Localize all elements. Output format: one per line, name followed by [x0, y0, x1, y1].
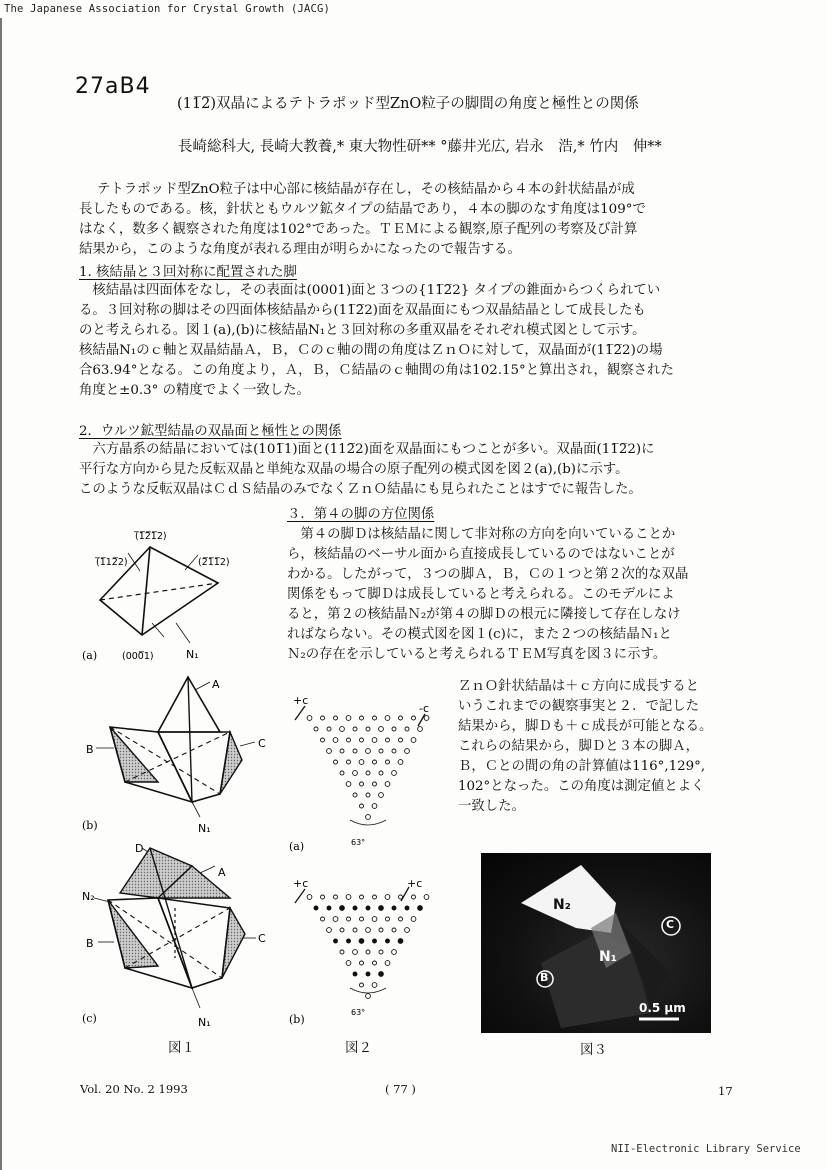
lattice-atom [340, 727, 345, 732]
lattice-atom [353, 950, 358, 955]
footer-page-number: 17 [718, 1084, 733, 1098]
lattice-atom [373, 716, 377, 720]
lattice-atom [347, 939, 351, 943]
lattice-atom [386, 738, 390, 742]
lattice-atom [411, 738, 416, 743]
lattice-atom [359, 939, 364, 944]
lattice-atom [353, 793, 357, 797]
lattice-atom [405, 749, 410, 754]
section2-line-3: このような反転双晶はＣｄＳ結晶のみでなくＺｎＯ結晶にも見られたことはすでに報告した。 [79, 482, 642, 497]
lattice-atom [360, 782, 364, 786]
lattice-atom [399, 738, 403, 742]
lattice-atom [372, 983, 377, 988]
section1-line-4: 核結晶N₁のｃ軸と双晶結晶Ａ，Ｂ，Ｃのｃ軸の間の角度はＺｎＯに対して，双晶面が(11̅2̅2)の場 [79, 343, 663, 358]
tem-c: C [666, 918, 675, 931]
lattice-atom [360, 961, 364, 965]
lattice-atom [333, 738, 338, 743]
angle-arc [350, 820, 386, 825]
lattice-atom [373, 782, 377, 786]
fig1-plane-left: (̅1̅12̅2) [96, 557, 128, 568]
angle-arc [350, 988, 386, 993]
organization-name: The Japanese Association for Crystal Growth (JACG) [4, 3, 331, 15]
tem-n2: N₂ [553, 897, 571, 913]
footer-page-paren: ( 77 ) [385, 1082, 416, 1096]
lattice-atom [340, 771, 344, 775]
lattice-atom [346, 895, 351, 900]
lattice-atom [334, 760, 338, 764]
fig1b-label-C: C [258, 737, 266, 750]
lattice-atom [379, 906, 384, 911]
section2-line-2: 平行な方向から見た反転双晶と単純な双晶の場合の原子配列の模式図を図２(a),(b)に示す。 [79, 462, 629, 477]
lattice-atom [333, 917, 338, 922]
section3-narrow-6: 102°となった。この角度は測定値とよく [458, 779, 705, 794]
section1-line-3: のと考えられる。図１(a),(b)に核結晶N₁と３回対称の多重双晶をそれぞれ模式図として示す。 [79, 323, 646, 338]
lattice-atom [366, 749, 371, 754]
section1-line-2: る。３回対称の脚はその四面体核結晶から(11̅2̅2)面を双晶面にもつ双晶結晶として成長したも [79, 303, 646, 318]
lattice-atom [327, 928, 332, 933]
lattice-atom [385, 782, 390, 787]
lattice-atom [379, 727, 384, 732]
figure2a-lattice [283, 690, 458, 855]
lattice-atom [360, 917, 364, 921]
lattice-atom [392, 928, 396, 932]
lattice-atom [334, 939, 338, 943]
lattice-atom [347, 738, 351, 742]
lattice-atom [385, 716, 390, 721]
lattice-atom [359, 760, 364, 765]
lattice-atom [366, 972, 370, 976]
section3-line-7: Ｎ₂の存在を示していると考えられるＴＥＭ写真を図３に示す。 [287, 647, 667, 662]
fig2a-plus-c: +c [293, 694, 309, 707]
lattice-atom [386, 939, 390, 943]
lattice-atom [379, 950, 383, 954]
lattice-atom [373, 895, 377, 899]
footer-service: NII-Electronic Library Service [611, 1143, 801, 1155]
lattice-atom [379, 928, 383, 932]
fig2b-plus-c-left: +c [293, 877, 309, 890]
lattice-atom [392, 906, 396, 910]
lattice-atom [411, 917, 416, 922]
figure1b-twin-model [80, 672, 280, 837]
fig1c-label-A: A [218, 866, 226, 879]
left-margin-line [0, 18, 2, 1170]
lattice-atom [392, 950, 397, 955]
lattice-atom [327, 727, 331, 731]
figure1c-two-nuclei-model [80, 838, 280, 1030]
lattice-atom [398, 760, 403, 765]
lattice-atom [353, 749, 357, 753]
lattice-atom [379, 793, 384, 798]
lattice-atom [353, 928, 357, 932]
section1-line-1: 核結晶は四面体をなし，その表面は(0001)面と３つの{11̅2̅2} タイプの錐面からつくられてい [79, 283, 661, 298]
lattice-atom [346, 961, 351, 966]
lattice-atom [386, 917, 390, 921]
section3-narrow-1: ＺｎＯ針状結晶は＋ｃ方向に成長すると [458, 679, 700, 694]
section3-line-6: ればならない。その模式図を図１(c)に，また２つの核結晶Ｎ₁と [287, 627, 672, 642]
lattice-atom [360, 738, 364, 742]
section3-line-5: ると，第２の核結晶Ｎ₂が第４の脚Ｄの根元に隣接して存在しなけ [287, 607, 681, 622]
footer-volume: Vol. 20 No. 2 1993 [80, 1082, 188, 1096]
lattice-atom [360, 804, 364, 808]
lattice-atom [386, 760, 390, 764]
tem-scale: 0.5 μm [639, 1001, 686, 1015]
lattice-atom [366, 793, 370, 797]
lattice-atom [340, 749, 344, 753]
figure1-caption: 図１ [168, 1040, 195, 1056]
fig1-label-a: (a) [82, 649, 98, 662]
fig1c-label-B: B [86, 937, 94, 950]
lattice-atom [340, 928, 344, 932]
lattice-atom [314, 906, 318, 910]
fig1c-label-D: D [135, 842, 144, 855]
lattice-atom [424, 895, 429, 900]
lattice-atom [412, 716, 416, 720]
lattice-atom [366, 727, 370, 731]
lattice-atom [353, 727, 357, 731]
lattice-atom [347, 760, 351, 764]
lattice-atom [372, 738, 377, 743]
lattice-atom [366, 906, 370, 910]
lattice-atom [334, 895, 338, 899]
figure2b-lattice [283, 873, 458, 1033]
lattice-atom [366, 994, 371, 999]
lattice-atom [307, 716, 312, 721]
section3-narrow-3: 結果から，脚Ｄも＋ｃ成長が可能となる。 [458, 719, 713, 734]
tem-n1: N₁ [599, 949, 617, 965]
figure3-tem-micrograph [481, 853, 711, 1033]
top-header-bar [0, 0, 827, 18]
fig1b-n1: N₁ [198, 822, 211, 835]
lattice-atom [405, 906, 409, 910]
lattice-atom [353, 771, 358, 776]
section1-line-5: 合63.94°となる。この角度より，Ａ，Ｂ，Ｃ結晶のｃ軸間の角は102.15°と算出され，観察された [79, 363, 674, 378]
lattice-atom [398, 939, 403, 944]
lattice-atom [360, 895, 364, 899]
figure1a-tetrahedron [80, 525, 280, 670]
section1-heading: 1. 核結晶と３回対称に配置された脚 [79, 265, 297, 280]
lattice-atom [379, 749, 383, 753]
section1-line-6: 角度と±0.3° の精度でよく一致した。 [79, 383, 310, 398]
fig1c-label-C: C [258, 932, 266, 945]
lattice-atom [366, 950, 370, 954]
lattice-atom [340, 950, 344, 954]
lattice-atom [373, 760, 377, 764]
paper-authors: 長崎総科大, 長崎大教養,* 東大物性研** °藤井光広, 岩永 浩,* 竹内 伸** [178, 139, 662, 155]
section3-narrow-5: Ｂ，Ｃとの間の角の計算値は116°,129°, [458, 759, 706, 774]
fig2b-angle: 63° [351, 1008, 366, 1017]
fig1c-n2: N₂ [82, 890, 95, 903]
lattice-atom [321, 738, 325, 742]
tem-b: B [540, 971, 549, 984]
lattice-atom [327, 906, 331, 910]
lattice-atom [321, 895, 325, 899]
section3-line-3: わかる。したがって，３つの脚Ａ，Ｂ，Ｃの１つと第２次的な双晶 [287, 567, 689, 582]
lattice-atom [373, 939, 377, 943]
section3-line-1: 第４の脚Ｄは核結晶に関して非対称の方向を向いていることか [287, 527, 676, 542]
lattice-atom [418, 727, 423, 732]
lattice-atom [405, 928, 410, 933]
lattice-atom [385, 961, 390, 966]
lattice-atom [321, 716, 325, 720]
lattice-atom [307, 895, 312, 900]
lattice-atom [424, 716, 429, 721]
lattice-atom [353, 972, 357, 976]
lattice-atom [379, 771, 383, 775]
section3-heading: ３．第４の脚の方位関係 [287, 507, 435, 522]
section3-narrow-4: これらの結果から，脚Ｄと３本の脚Ａ， [458, 739, 700, 754]
lattice-atom [360, 983, 364, 987]
lattice-atom [412, 895, 416, 899]
lattice-atom [399, 917, 403, 921]
intro-line-4: 結果から，このような角度が表れる理由が明らかになったので報告する。 [79, 242, 521, 257]
lattice-atom [347, 917, 351, 921]
lattice-atom [392, 749, 396, 753]
lattice-atom [372, 804, 377, 809]
lattice-atom [366, 815, 371, 820]
lattice-atom [372, 917, 377, 922]
paper-title: (11̅2̅)双晶によるテトラポッド型ZnO粒子の脚間の角度と極性との関係 [177, 96, 639, 112]
figure3-caption: 図３ [580, 1042, 607, 1058]
fig2-label-b: (b) [289, 1013, 305, 1026]
fig2b-plus-c-right: +c [407, 877, 423, 890]
fig2a-angle: 63° [351, 838, 366, 847]
section3-narrow-7: 一致した。 [458, 799, 525, 814]
lattice-atom [346, 782, 351, 787]
fig1b-label-B: B [86, 743, 94, 756]
lattice-atom [314, 727, 318, 731]
figure2-caption: 図２ [345, 1040, 372, 1056]
fig1-plane-bottom: (000̅1) [122, 651, 154, 662]
lattice-atom [392, 771, 397, 776]
fig1-n1-a: N₁ [186, 648, 199, 661]
fig1-plane-right: (2̅1̅1̅2) [198, 557, 230, 568]
fig1-label-c: (c) [82, 1012, 97, 1025]
intro-line-2: 長したものである。核，針状ともウルツ鉱タイプの結晶であり，４本の脚のなす角度は109°で [79, 202, 646, 217]
lattice-atom [340, 906, 345, 911]
lattice-atom [373, 961, 377, 965]
section3-narrow-2: いうこれまでの観察事実と２．で記した [458, 699, 700, 714]
paper-code: 27aB4 [75, 74, 151, 99]
lattice-atom [327, 749, 332, 754]
intro-line-1: テトラポッド型ZnO粒子は中心部に核結晶が存在し，その核結晶から４本の針状結晶が成 [97, 182, 635, 197]
lattice-atom [346, 716, 351, 721]
fig2-label-a: (a) [289, 840, 305, 853]
lattice-atom [360, 716, 364, 720]
intro-line-3: はなく，数多く観察された角度は102°であった。ＴＥＭによる観察,原子配列の考察及び計算 [79, 222, 638, 237]
lattice-atom [392, 727, 396, 731]
section3-line-2: ら，核結晶のベーサル面から直接成長しているのではないことが [287, 547, 675, 562]
lattice-atom [321, 917, 325, 921]
section2-heading: 2．ウルツ鉱型結晶の双晶面と極性との関係 [79, 424, 342, 439]
lattice-atom [366, 928, 371, 933]
lattice-atom [353, 906, 357, 910]
fig1-plane-top: (̅1̅2̅1̅2) [135, 531, 167, 542]
lattice-atom [385, 895, 390, 900]
fig2a-minus-c: -c [419, 702, 430, 715]
lattice-atom [418, 906, 423, 911]
lattice-atom [334, 716, 338, 720]
lattice-atom [366, 771, 370, 775]
lattice-atom [399, 716, 403, 720]
fig1b-label-A: A [212, 678, 220, 691]
lattice-atom [379, 972, 384, 977]
lattice-atom [399, 895, 403, 899]
lattice-atom [405, 727, 409, 731]
section2-line-1: 六方晶系の結晶においては(101̅1)面と(112̅2)面を双晶面にもつことが多い。双晶面(11̅2̅2)に [79, 442, 655, 457]
fig1c-n1: N₁ [198, 1016, 211, 1029]
fig1-label-b: (b) [82, 819, 98, 832]
section3-line-4: 関係をもって脚Ｄは成長していると考えられる。このモデルによ [287, 587, 675, 602]
